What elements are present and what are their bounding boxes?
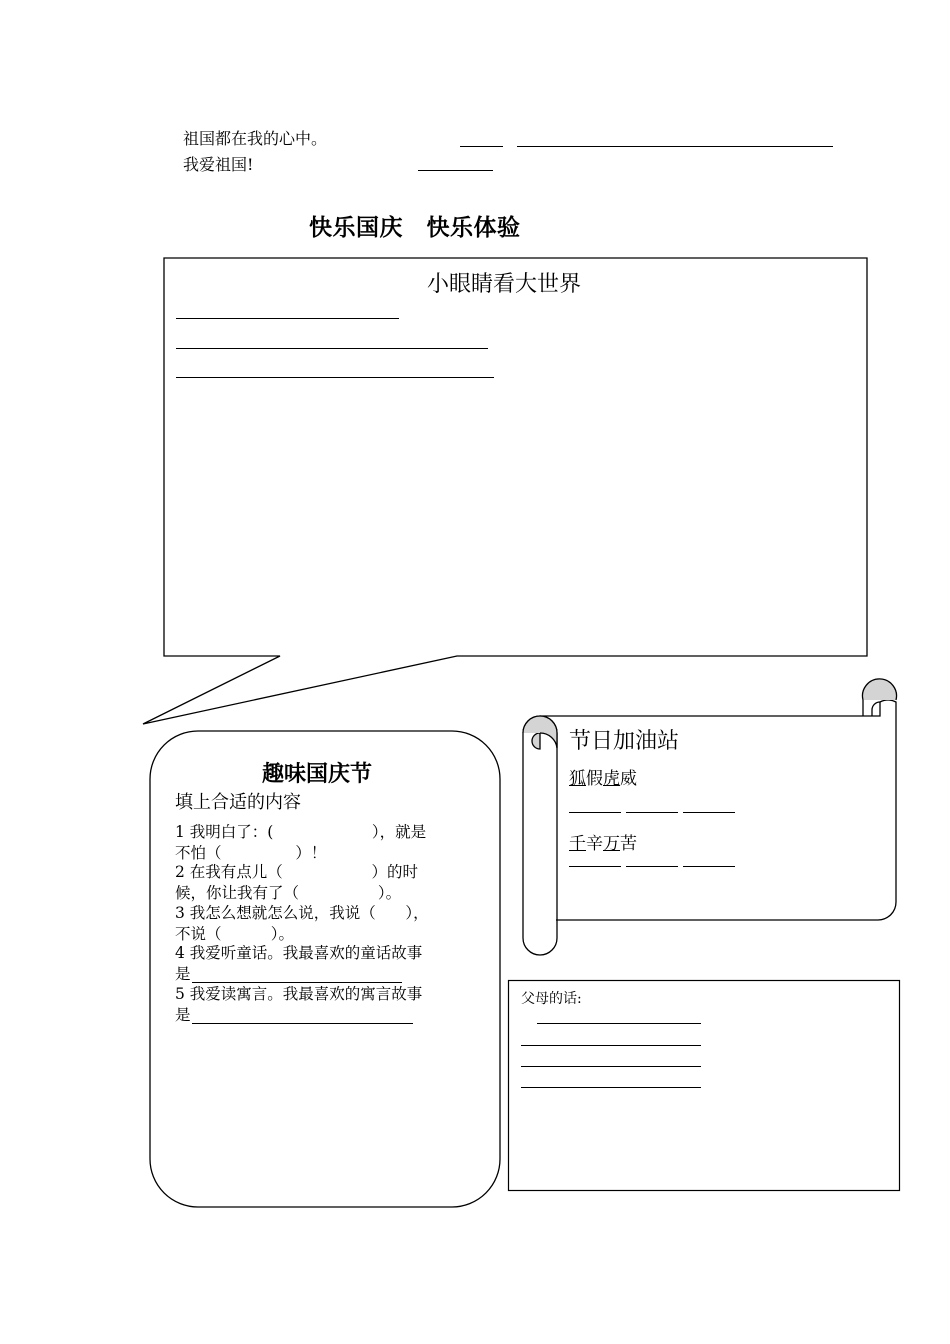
- parents-line: [537, 1023, 701, 1024]
- idiom-blank: [569, 866, 621, 867]
- idiom-blank: [626, 866, 678, 867]
- parents-line: [521, 1045, 701, 1046]
- world-box-title: 小眼睛看大世界: [427, 272, 582, 297]
- world-answer-line: [176, 348, 488, 349]
- idiom-blank: [569, 812, 621, 813]
- idiom-char: 苦: [620, 834, 637, 854]
- idiom-char: 虎: [603, 769, 620, 789]
- question-1b: 不怕（ ）！: [175, 844, 327, 862]
- question-5b: 是: [175, 1006, 191, 1024]
- fun-box-title: 趣味国庆节: [262, 762, 373, 787]
- idiom-blank: [683, 866, 735, 867]
- station-title: 节日加油站: [569, 729, 680, 754]
- idiom-char: 威: [620, 769, 637, 789]
- question-2b: 候，你让我有了（ ）。: [175, 884, 402, 902]
- scroll-outline: [523, 679, 897, 955]
- question-4b: 是: [175, 965, 191, 983]
- idiom-char: 千: [569, 834, 586, 854]
- answer-line-5: [192, 1023, 413, 1024]
- idiom-blank: [683, 812, 735, 813]
- question-3a: 3 我怎么想就怎么说，我说（ ），: [175, 904, 429, 922]
- idiom-blank: [626, 812, 678, 813]
- idiom-char: 假: [586, 769, 603, 789]
- parents-label: 父母的话:: [521, 991, 582, 1007]
- idiom-char: 辛: [586, 834, 603, 854]
- question-1a: 1 我明白了：( ），就是: [175, 823, 427, 841]
- question-3b: 不说（ ）。: [175, 925, 295, 943]
- idiom-char: 万: [603, 834, 620, 854]
- fun-box-subtitle: 填上合适的内容: [175, 792, 301, 813]
- top-line-2: 我爱祖国!: [183, 155, 254, 174]
- question-2a: 2 在我有点儿（ ）的时: [175, 863, 418, 881]
- answer-line-4: [192, 982, 402, 983]
- parents-line: [521, 1087, 701, 1088]
- idiom-2: [569, 829, 637, 854]
- speech-bubble-outline: [143, 258, 867, 724]
- idiom-char: 狐: [569, 769, 586, 789]
- world-answer-line: [176, 318, 399, 319]
- parents-line: [521, 1066, 701, 1067]
- top-line-1: 祖国都在我的心中。: [183, 129, 328, 148]
- idiom-1: [569, 764, 637, 789]
- page-title: 快乐国庆 快乐体验: [309, 215, 521, 241]
- question-4a: 4 我爱听童话。我最喜欢的童话故事: [175, 944, 423, 962]
- parents-box-outline: [509, 981, 900, 1191]
- question-5a: 5 我爱读寓言。我最喜欢的寓言故事: [175, 985, 423, 1003]
- world-answer-line: [176, 377, 494, 378]
